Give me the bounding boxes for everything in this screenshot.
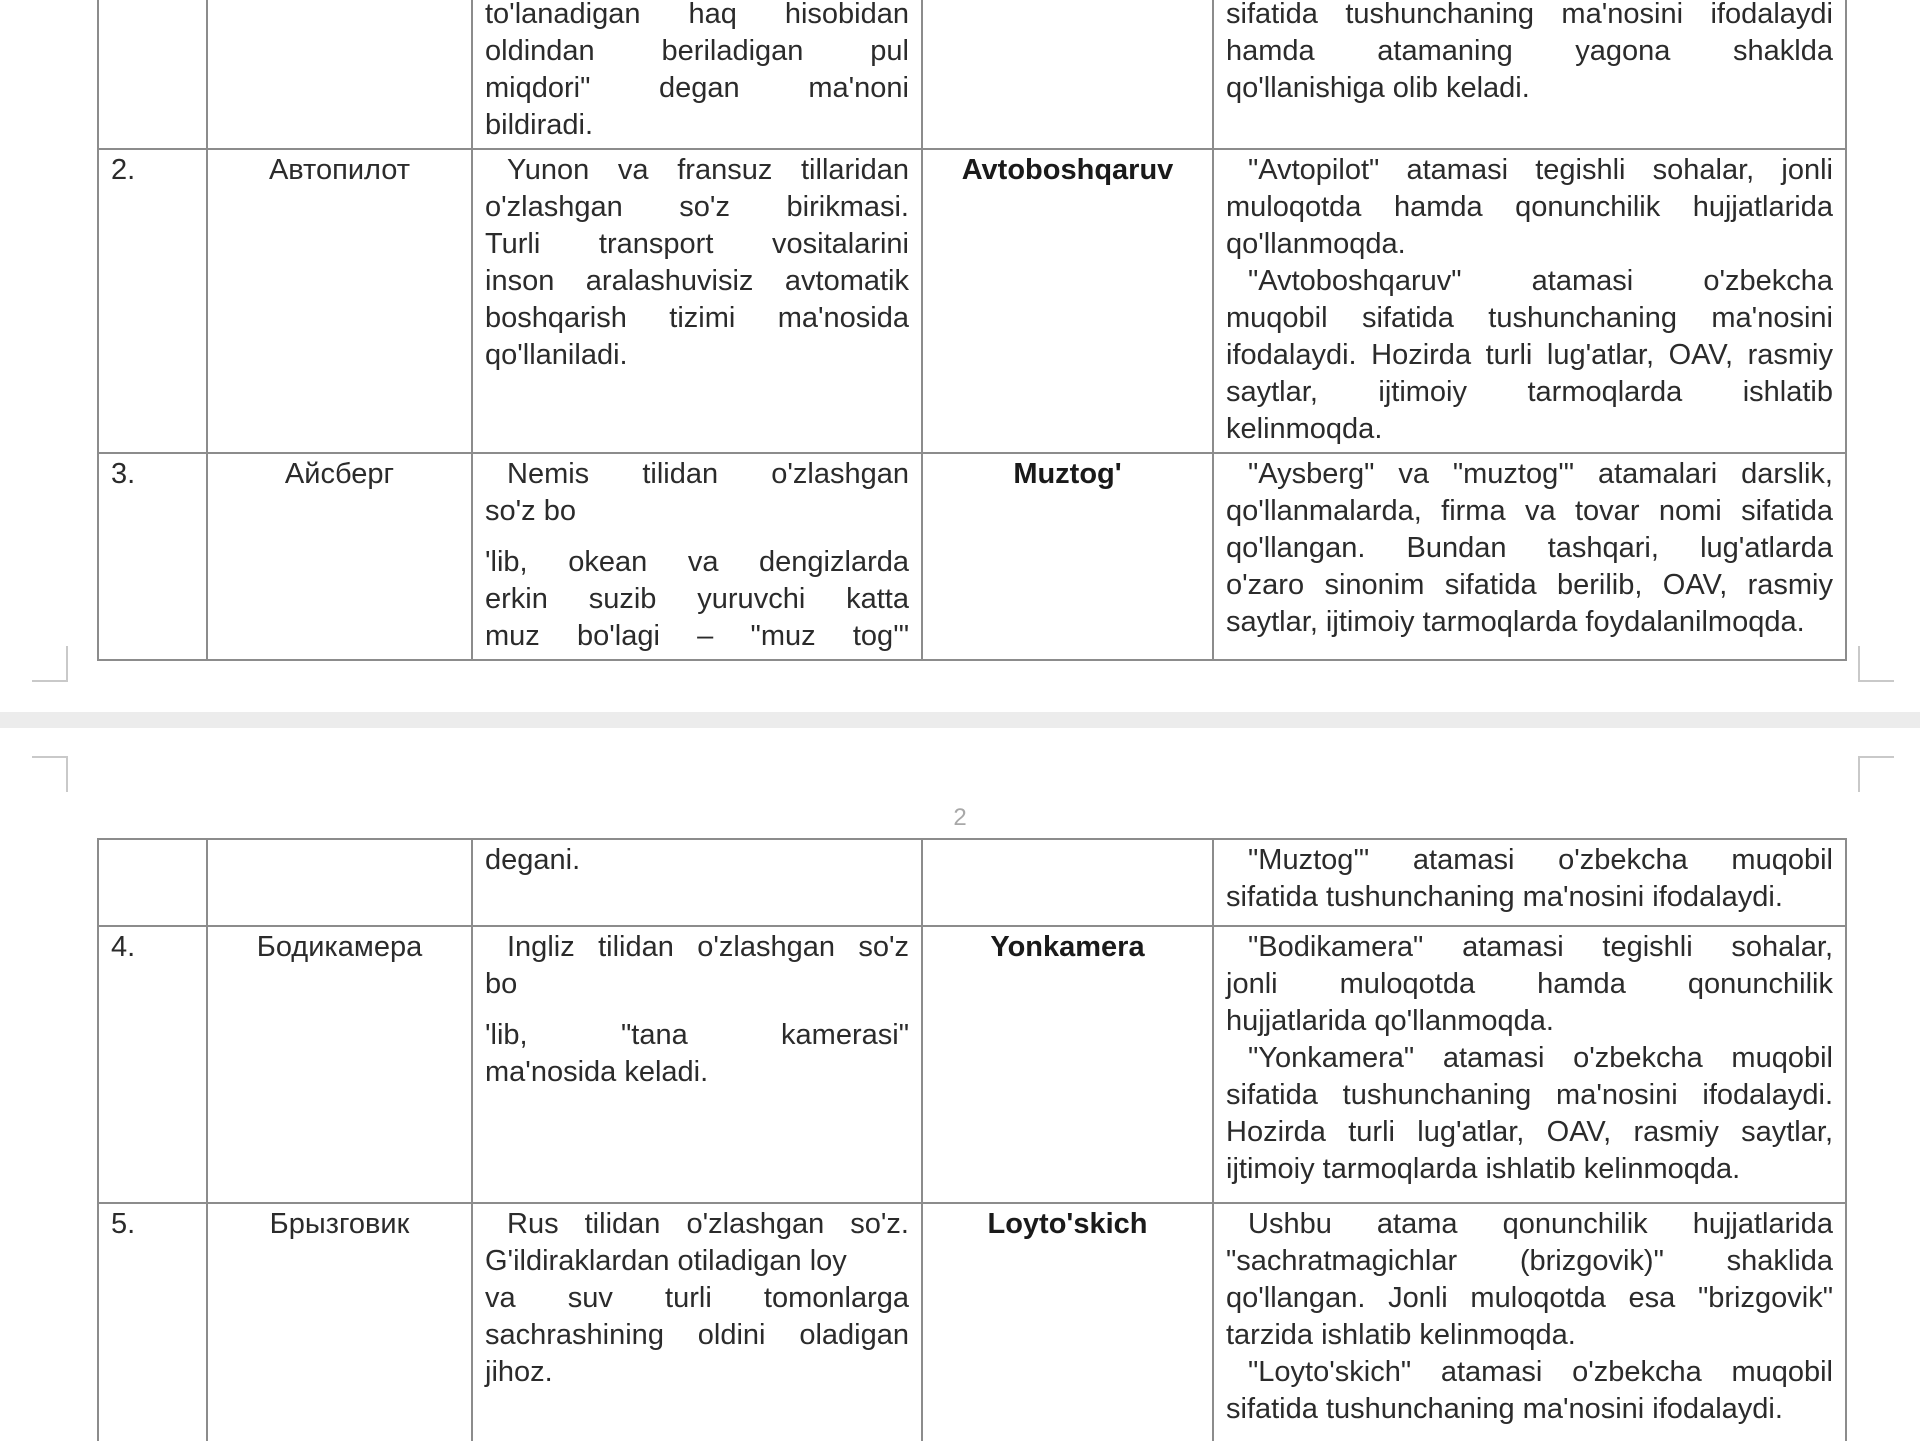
description-cell bbox=[472, 453, 922, 660]
equivalent-cell: Yonkamera bbox=[922, 926, 1213, 1203]
table-row bbox=[98, 149, 1846, 453]
terms-table-top bbox=[97, 0, 1847, 661]
description-cell bbox=[472, 149, 922, 453]
note-line: qo'llanishiga olib keladi. bbox=[1226, 72, 1530, 104]
note-cell bbox=[1213, 0, 1846, 149]
description-line: degani. bbox=[485, 844, 581, 876]
description-line: Nemis tilidan o'zlashgan bbox=[507, 458, 909, 490]
table-row bbox=[98, 453, 1846, 660]
row-number: 2. bbox=[98, 149, 207, 453]
description-line: sachrashining oldini oladigan bbox=[485, 1319, 909, 1351]
note-line: ifodalaydi. Hozirda turli lug'atlar, OAV, rasmiy bbox=[1226, 339, 1833, 371]
description-line: Turli transport vositalarini bbox=[485, 228, 909, 260]
description-line: o'zlashgan so'z birikmasi. bbox=[485, 191, 909, 223]
term-cell bbox=[207, 839, 472, 926]
description-line: inson aralashuvisiz avtomatik bbox=[485, 265, 909, 297]
note-line: "Bodikamera" atamasi tegishli sohalar, bbox=[1248, 931, 1833, 963]
note-line: "Muztog'" atamasi o'zbekcha muqobil bbox=[1248, 844, 1833, 876]
note-line: Hozirda turli lug'atlar, OAV, rasmiy saytlar, bbox=[1226, 1116, 1833, 1148]
description-line: Ingliz tilidan o'zlashgan so'z bbox=[507, 931, 909, 963]
note-line: kelinmoqda. bbox=[1226, 413, 1383, 445]
crop-mark bbox=[32, 646, 68, 682]
row-number bbox=[98, 839, 207, 926]
note-cell bbox=[1213, 926, 1846, 1203]
note-line: saytlar, ijtimoiy tarmoqlarda foydalanilmoqda. bbox=[1226, 606, 1805, 638]
description-line: bildiradi. bbox=[485, 109, 593, 141]
page-number: 2 bbox=[953, 804, 967, 831]
table-row bbox=[98, 926, 1846, 1203]
page-separator bbox=[0, 712, 1920, 728]
description-line: boshqarish tizimi ma'nosida bbox=[485, 302, 909, 334]
crop-mark bbox=[32, 756, 68, 792]
note-line: "Avtopilot" atamasi tegishli sohalar, jonli bbox=[1248, 154, 1833, 186]
note-line: tarzida ishlatib kelinmoqda. bbox=[1226, 1319, 1576, 1351]
note-line: muloqotda hamda qonunchilik hujjatlarida bbox=[1226, 191, 1833, 223]
description-line: muz bo'lagi – "muz tog'" bbox=[485, 620, 909, 652]
description-cell bbox=[472, 0, 922, 149]
row-number: 4. bbox=[98, 926, 207, 1203]
note-cell bbox=[1213, 839, 1846, 926]
term-cell bbox=[207, 0, 472, 149]
note-line: ijtimoiy tarmoqlarda ishlatib kelinmoqda. bbox=[1226, 1153, 1741, 1185]
note-line: "sachratmagichlar (brizgovik)" shaklida bbox=[1226, 1245, 1833, 1277]
description-cell bbox=[472, 839, 922, 926]
equivalent-cell: Avtoboshqaruv bbox=[922, 149, 1213, 453]
note-cell bbox=[1213, 453, 1846, 660]
row-number: 3. bbox=[98, 453, 207, 660]
note-line: qo'llangan. Jonli muloqotda esa "brizgovik" bbox=[1226, 1282, 1833, 1314]
equivalent-cell bbox=[922, 0, 1213, 149]
page-top bbox=[0, 0, 1920, 712]
note-line: hujjatlarida qo'llanmoqda. bbox=[1226, 1005, 1554, 1037]
note-line: "Loyto'skich" atamasi o'zbekcha muqobil bbox=[1248, 1356, 1833, 1388]
description-line: 'lib, okean va dengizlarda bbox=[485, 546, 909, 578]
description-line: miqdori" degan ma'noni bbox=[485, 72, 909, 104]
description-cell bbox=[472, 1203, 922, 1441]
note-line: saytlar, ijtimoiy tarmoqlarda ishlatib bbox=[1226, 376, 1833, 408]
description-line: qo'llaniladi. bbox=[485, 339, 628, 371]
note-cell bbox=[1213, 1203, 1846, 1441]
equivalent-cell bbox=[922, 839, 1213, 926]
note-line: muqobil sifatida tushunchaning ma'nosini bbox=[1226, 302, 1833, 334]
row-number bbox=[98, 0, 207, 149]
description-line: so'z bo bbox=[485, 495, 576, 527]
note-line: "Aysberg" va "muztog'" atamalari darslik, bbox=[1248, 458, 1833, 490]
table-row bbox=[98, 1203, 1846, 1441]
note-line: "Yonkamera" atamasi o'zbekcha muqobil bbox=[1248, 1042, 1833, 1074]
crop-mark bbox=[1858, 646, 1894, 682]
crop-mark bbox=[1858, 756, 1894, 792]
description-line: oldindan beriladigan pul bbox=[485, 35, 909, 67]
note-cell bbox=[1213, 149, 1846, 453]
note-line: qo'llanmalarda, firma va tovar nomi sifatida bbox=[1226, 495, 1833, 527]
note-line: hamda atamaning yagona shaklda bbox=[1226, 35, 1833, 67]
terms-table-bottom bbox=[97, 838, 1847, 1441]
table-row bbox=[98, 839, 1846, 926]
term-cell: Айсберг bbox=[207, 453, 472, 660]
note-line: o'zaro sinonim sifatida berilib, OAV, rasmiy bbox=[1226, 569, 1833, 601]
description-line: Yunon va fransuz tillaridan bbox=[507, 154, 909, 186]
description-line: jihoz. bbox=[485, 1356, 553, 1388]
description-line: erkin suzib yuruvchi katta bbox=[485, 583, 909, 615]
description-line: G'ildiraklardan otiladigan loy bbox=[485, 1245, 847, 1277]
note-line: Ushbu atama qonunchilik hujjatlarida bbox=[1248, 1208, 1833, 1240]
description-line: ma'nosida keladi. bbox=[485, 1056, 709, 1088]
description-line: bo bbox=[485, 968, 518, 1000]
row-number: 5. bbox=[98, 1203, 207, 1441]
note-line: qo'llanmoqda. bbox=[1226, 228, 1406, 260]
term-cell: Бодикамера bbox=[207, 926, 472, 1203]
description-line: Rus tilidan o'zlashgan so'z. bbox=[507, 1208, 909, 1240]
note-line: sifatida tushunchaning ma'nosini ifodalaydi. bbox=[1226, 1079, 1833, 1111]
equivalent-cell: Muztog' bbox=[922, 453, 1213, 660]
description-line: to'lanadigan haq hisobidan bbox=[485, 0, 909, 30]
table-row bbox=[98, 0, 1846, 149]
note-line: "Avtoboshqaruv" atamasi o'zbekcha bbox=[1248, 265, 1833, 297]
note-line: sifatida tushunchaning ma'nosini ifodalaydi. bbox=[1226, 1393, 1783, 1425]
description-line: va suv turli tomonlarga bbox=[485, 1282, 909, 1314]
page-bottom bbox=[0, 728, 1920, 1441]
note-line: jonli muloqotda hamda qonunchilik bbox=[1226, 968, 1833, 1000]
term-cell: Брызговик bbox=[207, 1203, 472, 1441]
note-line: qo'llangan. Bundan tashqari, lug'atlarda bbox=[1226, 532, 1833, 564]
description-cell bbox=[472, 926, 922, 1203]
term-cell: Автопилот bbox=[207, 149, 472, 453]
description-line: 'lib, "tana kamerasi" bbox=[485, 1019, 909, 1051]
note-line: sifatida tushunchaning ma'nosini ifodalaydi. bbox=[1226, 881, 1783, 913]
equivalent-cell: Loyto'skich bbox=[922, 1203, 1213, 1441]
note-line: sifatida tushunchaning ma'nosini ifodalaydi bbox=[1226, 0, 1833, 30]
